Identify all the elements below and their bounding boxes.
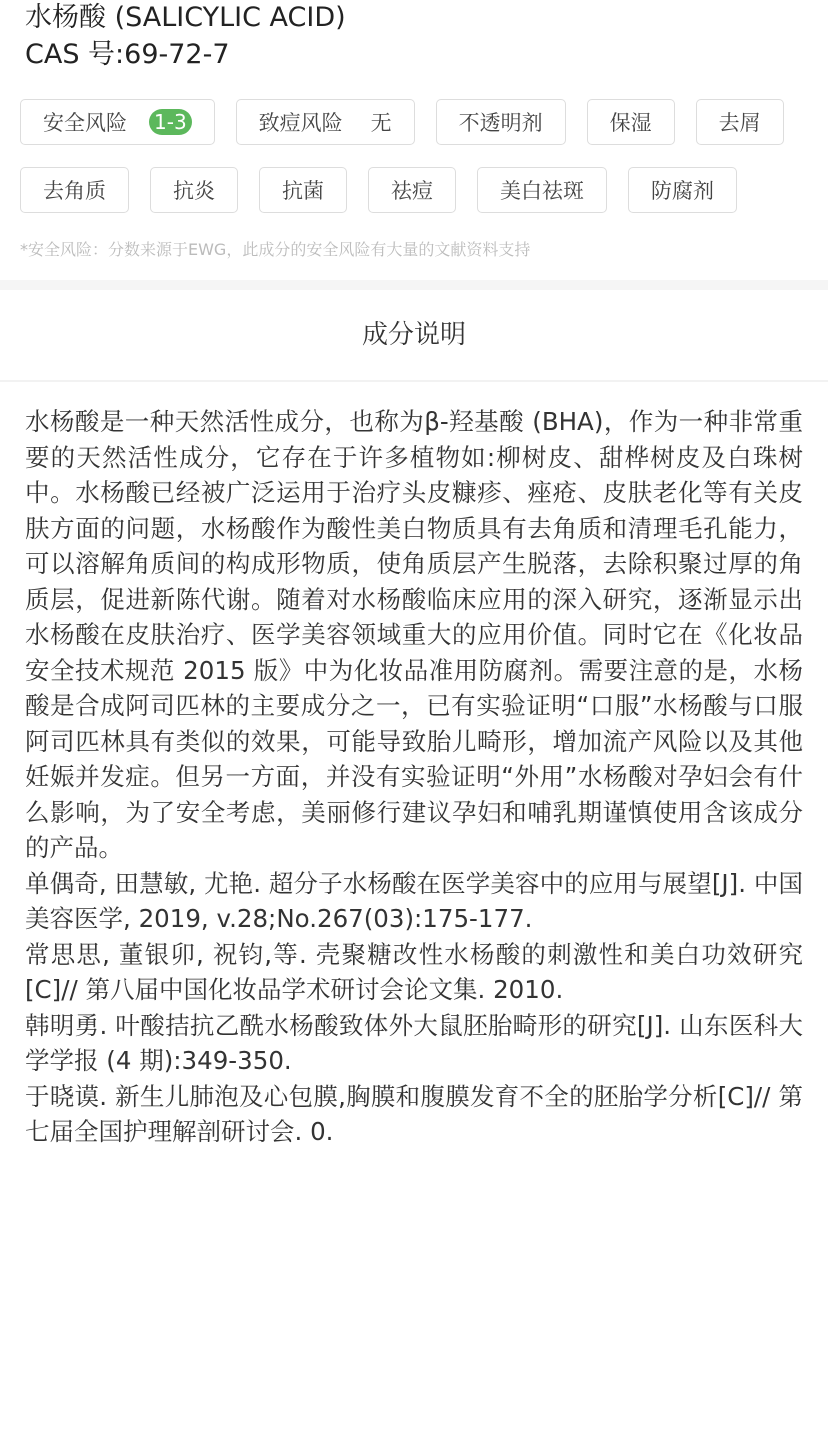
cas-number: CAS 号:69-72-7 (25, 39, 230, 70)
reference-item: 韩明勇. 叶酸拮抗乙酰水杨酸致体外大鼠胚胎畸形的研究[J]. 山东医科大学学报 (4 期):349-350. (25, 1010, 803, 1075)
tag-anti-inflammatory[interactable]: 抗炎 (150, 167, 238, 213)
divider (0, 280, 828, 290)
safety-note: *安全风险：分数来源于EWG，此成分的安全风险有大量的文献资料支持 (20, 240, 531, 259)
ingredient-description-section (0, 290, 828, 1150)
section-title: 成分说明 (0, 290, 828, 382)
tag-anti-acne[interactable]: 祛痘 (368, 167, 456, 213)
tag-whitening[interactable]: 美白祛斑 (477, 167, 607, 213)
acne-risk-value: 无 (370, 111, 392, 135)
ingredient-header (0, 0, 828, 280)
tag-moisturizing[interactable]: 保湿 (587, 99, 675, 145)
tag-label: 安全风险 (43, 111, 127, 135)
tag-acne-risk[interactable] (236, 99, 415, 145)
tag-antibacterial[interactable]: 抗菌 (259, 167, 347, 213)
tag-safety-risk[interactable] (20, 99, 215, 145)
safety-score-badge: 1-3 (149, 109, 192, 135)
ingredient-title: 水杨酸 (SALICYLIC ACID) (25, 2, 346, 33)
reference-item: 单偶奇, 田慧敏, 尤艳. 超分子水杨酸在医学美容中的应用与展望[J]. 中国美容医学, 2019, v.28;No.267(03):175-177. (25, 868, 803, 933)
tag-opacifier[interactable]: 不透明剂 (436, 99, 566, 145)
description-paragraph: 水杨酸是一种天然活性成分，也称为β-羟基酸 (BHA)，作为一种非常重要的天然活性成分，它存在于许多植物如:柳树皮、甜桦树皮及白珠树中。水杨酸已经被广泛运用于治疗头皮糠疹、痤疮、皮肤老化等有关皮肤方面的问题，水杨酸作为酸性美白物质具有去角质和清理毛孔能力，可以溶解角质间的构成形物质，使角质层产生脱落，去除积聚过厚的角质层，促进新陈代谢。随着对水杨酸临床应用的深入研究，逐渐显示出水杨酸在皮肤治疗、医学美容领域重大的应用价值。同时它在《化妆品安全技术规范 2015 版》中为化妆品准用防腐剂。需要注意的是，水杨酸是合成阿司匹林的主要成分之一，已有实验证明“口服”水杨酸与口服阿司匹林具有类似的效果，可能导致胎儿畸形，增加流产风险以及其他妊娠并发症。但另一方面，并没有实验证明“外用”水杨酸对孕妇会有什么影响，为了安全考虑，美丽修行建议孕妇和哺乳期谨慎使用含该成分的产品。 (25, 407, 803, 862)
tag-anti-dandruff[interactable]: 去屑 (696, 99, 784, 145)
reference-item: 常思思, 董银卯, 祝钧,等. 壳聚糖改性水杨酸的刺激性和美白功效研究[C]// 第八届中国化妆品学术研讨会论文集. 2010. (25, 939, 803, 1004)
tag-preservative[interactable]: 防腐剂 (628, 167, 737, 213)
description-body (0, 382, 828, 1150)
tag-label: 致痘风险 (258, 111, 343, 135)
tag-list (20, 99, 808, 213)
tag-exfoliating[interactable]: 去角质 (20, 167, 129, 213)
reference-item: 于晓谟. 新生儿肺泡及心包膜,胸膜和腹膜发育不全的胚胎学分析[C]// 第七届全国护理解剖研讨会. 0. (25, 1081, 803, 1146)
